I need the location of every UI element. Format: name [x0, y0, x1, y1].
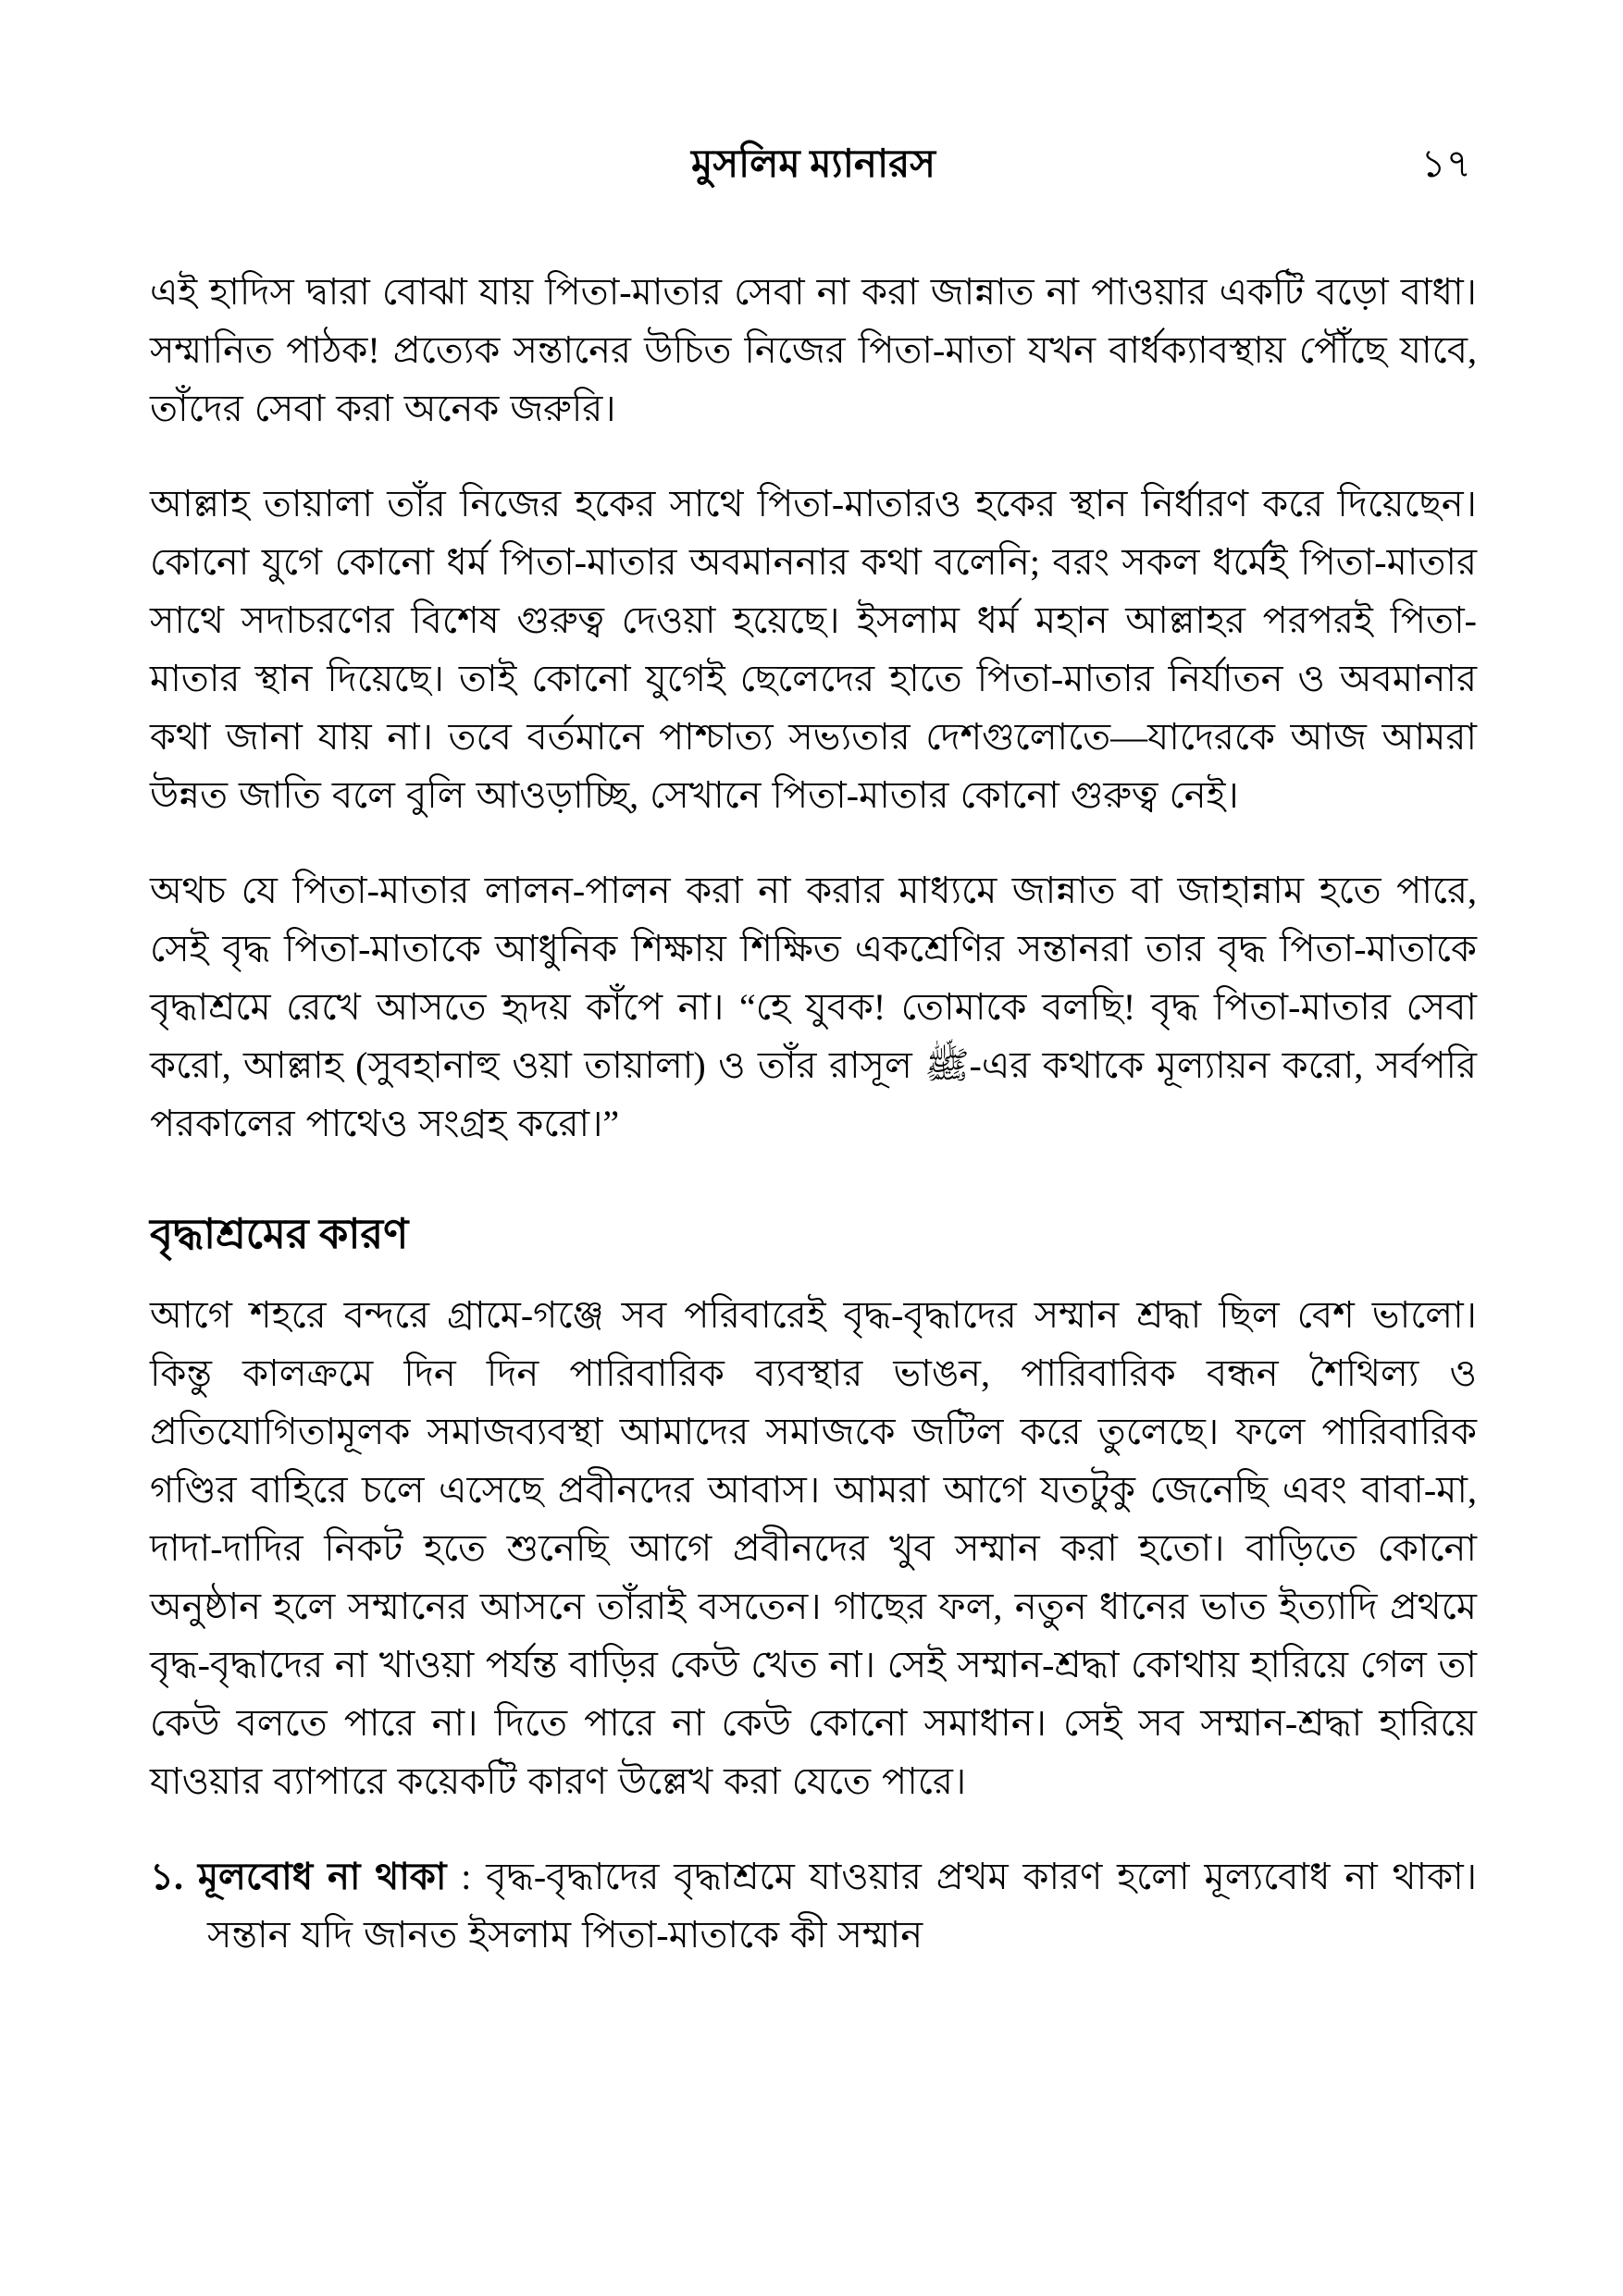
list-item-text: বৃদ্ধ-বৃদ্ধাদের বৃদ্ধাশ্রমে যাওয়ার প্রথম কারণ হলো মূল্যবোধ না থাকা। সন্তান যদি জানত ইসলাম পিতা-মাতাকে কী সম্মান: [207, 1856, 1477, 1956]
paragraph-allah-rights: আল্লাহ তায়ালা তাঁর নিজের হকের সাথে পিতা-মাতারও হকের স্থান নির্ধারণ করে দিয়েছেন। কোনো যুগে কোনো ধর্ম পিতা-মাতার অবমাননার কথা বলেনি; বরং সকল ধর্মেই পিতা-মাতার সাথে সদাচরণের বিশেষ গুরুত্ব দেওয়া হয়েছে। ইসলাম ধর্ম মহান আল্লাহর পরপরই পিতা-মাতার স্থান দিয়েছে। তাই কোনো যুগেই ছেলেদের হাতে পিতা-মাতার নির্যাতন ও অবমানার কথা জানা যায় না। তবে বর্তমানে পাশ্চাত্য সভ্যতার দেশগুলোতে—যাদেরকে আজ আমরা উন্নত জাতি বলে বুলি আওড়াচ্ছি, সেখানে পিতা-মাতার কোনো গুরুত্ব নেই।: [150, 483, 1477, 816]
list-item-title: মূলবোধ না থাকা: [197, 1856, 447, 1897]
page-title: মুসলিম ম্যানারস: [691, 143, 935, 186]
list-item-separator: :: [446, 1856, 487, 1897]
running-header: [150, 137, 1477, 192]
page-number: ১৭: [1420, 143, 1471, 186]
paragraph-respect-tradition: আগে শহরে বন্দরে গ্রামে-গঞ্জে সব পরিবারেই বৃদ্ধ-বৃদ্ধাদের সম্মান শ্রদ্ধা ছিল বেশ ভালো। কিন্তু কালক্রমে দিন দিন পারিবারিক ব্যবস্থার ভাঙন, পারিবারিক বন্ধন শৈথিল্য ও প্রতিযোগিতামূলক সমাজব্যবস্থা আমাদের সমাজকে জটিল করে তুলেছে। ফলে পারিবারিক গণ্ডির বাহিরে চলে এসেছে প্রবীনদের আবাস। আমরা আগে যতটুকু জেনেছি এবং বাবা-মা, দাদা-দাদির নিকট হতে শুনেছি আগে প্রবীনদের খুব সম্মান করা হতো। বাড়িতে কোনো অনুষ্ঠান হলে সম্মানের আসনে তাঁরাই বসতেন। গাছের ফল, নতুন ধানের ভাত ইত্যাদি প্রথমে বৃদ্ধ-বৃদ্ধাদের না খাওয়া পর্যন্ত বাড়ির কেউ খেত না। সেই সম্মান-শ্রদ্ধা কোথায় হারিয়ে গেল তা কেউ বলতে পারে না। দিতে পারে না কেউ কোনো সমাধান। সেই সব সম্মান-শ্রদ্ধা হারিয়ে যাওয়ার ব্যাপারে কয়েকটি কারণ উল্লেখ করা যেতে পারে।: [150, 1294, 1477, 1802]
list-item-1: [150, 1847, 1477, 1964]
section-heading: বৃদ্ধাশ্রমের কারণ: [150, 1211, 409, 1257]
body-text: [150, 263, 1477, 1964]
paragraph-old-age-home: অথচ যে পিতা-মাতার লালন-পালন করা না করার মাধ্যমে জান্নাত বা জাহান্নাম হতে পারে, সেই বৃদ্ধ পিতা-মাতাকে আধুনিক শিক্ষায় শিক্ষিত একশ্রেণির সন্তানরা তার বৃদ্ধ পিতা-মাতাকে বৃদ্ধাশ্রমে রেখে আসতে হৃদয় কাঁপে না। “হে যুবক! তোমাকে বলছি! বৃদ্ধ পিতা-মাতার সেবা করো, আল্লাহ (সুবহানাহু ওয়া তায়ালা) ও তাঁর রাসূল ﷺ-এর কথাকে মূল্যায়ন করো, সর্বপরি পরকালের পাথেও সংগ্রহ করো।”: [150, 870, 1477, 1144]
list-item-number: ১.: [150, 1856, 183, 1897]
paragraph-hadith-intro: এই হাদিস দ্বারা বোঝা যায় পিতা-মাতার সেবা না করা জান্নাত না পাওয়ার একটি বড়ো বাধা। সম্মানিত পাঠক! প্রত্যেক সন্তানের উচিত নিজের পিতা-মাতা যখন বার্ধক্যাবস্থায় পৌঁছে যাবে, তাঁদের সেবা করা অনেক জরুরি।: [150, 271, 1477, 429]
